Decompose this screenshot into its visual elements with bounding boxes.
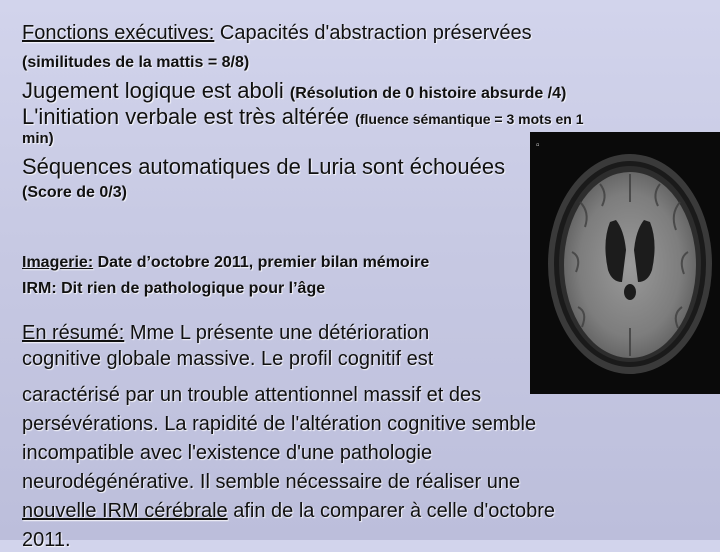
verbal-initiation-text: L'initiation verbale est très altérée [22,104,356,129]
summary-line-5: incompatible avec l'existence d'une pathologie [22,442,433,464]
line-imaging [22,254,429,272]
logical-judgment-text: Jugement logique est aboli [22,78,290,103]
summary-mri-link-text: nouvelle IRM cérébrale [22,500,228,522]
line-irm: IRM: Dit rien de pathologique pour l’âge [22,280,326,297]
logical-judgment-detail: (Résolution de 0 histoire absurde /4) [289,85,567,102]
line-luria-sequences: Séquences automatiques de Luria sont échouées [22,154,506,179]
summary-line-2: cognitive globale massive. Le profil cognitif est [22,348,434,370]
line-similarities: (similitudes de la mattis = 8/8) [22,54,250,71]
line-luria-score: (Score de 0/3) [22,184,127,201]
executive-functions-text: Capacités d'abstraction préservées [214,22,532,44]
verbal-initiation-detail: (fluence sémantique = 3 mots en 1 [355,111,584,127]
executive-functions-label: Fonctions exécutives: [22,22,215,44]
line-min: min) [22,130,54,147]
summary-text-7: afin de la comparer à celle d'octobre [227,500,555,522]
summary-line-6: neurodégénérative. Il semble nécessaire de réaliser une [22,471,521,493]
line-executive-functions [22,22,532,45]
svg-text:▫: ▫ [536,140,540,151]
summary-line-1 [22,322,429,345]
line-verbal-initiation [22,104,584,130]
imaging-label: Imagerie: [22,254,94,271]
summary-text-1: Mme L présente une détérioration [124,322,430,344]
summary-line-3: caractérisé par un trouble attentionnel massif et des [22,384,482,406]
summary-line-4: persévérations. La rapidité de l'altération cognitive semble [22,413,537,435]
brain-mri-image [530,132,720,394]
summary-label: En résumé: [22,322,125,344]
line-logical-judgment [22,78,566,104]
summary-line-7 [22,500,555,523]
imaging-text: Date d’octobre 2011, premier bilan mémoire [93,254,430,271]
summary-line-8: 2011. [22,529,71,551]
